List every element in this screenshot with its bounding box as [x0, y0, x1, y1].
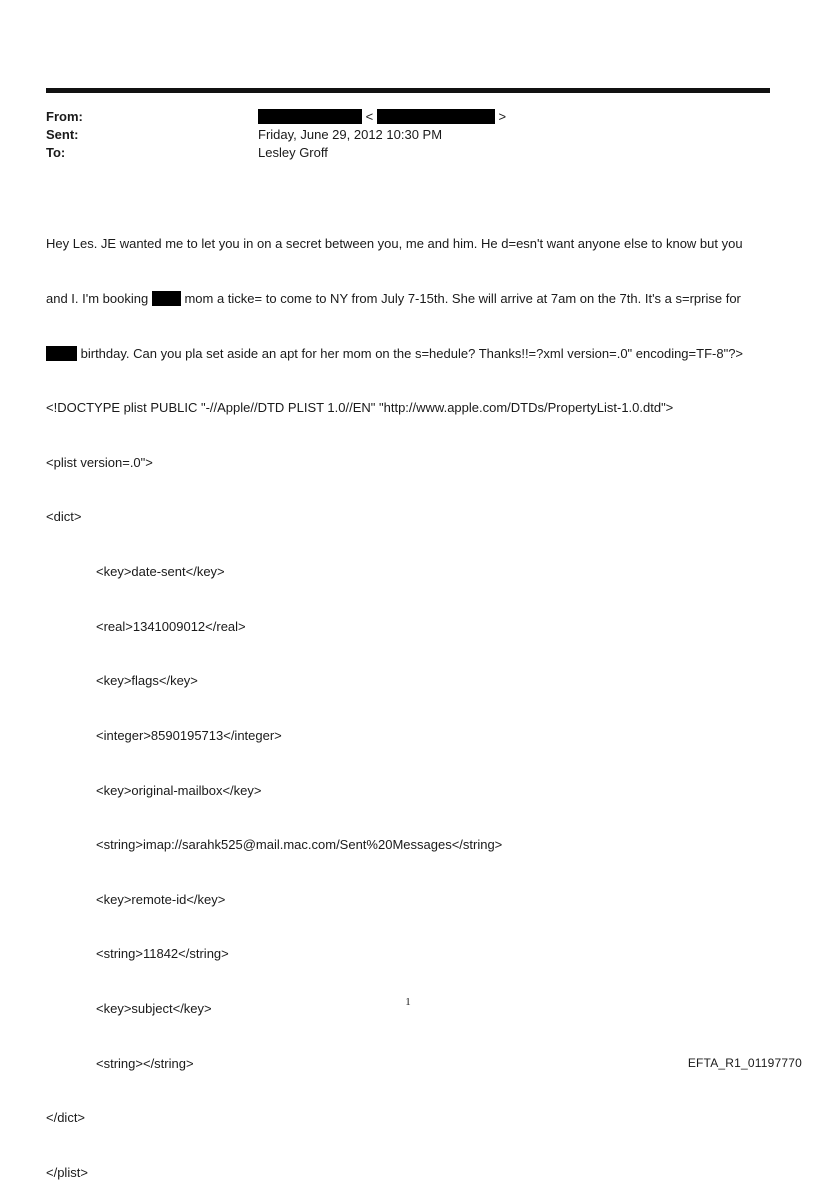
message-body: [46, 199, 776, 1200]
body-line: <!DOCTYPE plist PUBLIC "-//Apple//DTD PLIST 1.0//EN" "http://www.apple.com/DTDs/PropertyList-1.0.dtd">: [46, 400, 674, 416]
body-line: </plist>: [46, 1164, 88, 1180]
body-line: birthday. Can you pla set aside an apt for her mom on the s=hedule? Thanks!!=?xml version=.0" encoding=TF-8"?>: [46, 345, 776, 363]
dict-line: <string>11842</string>: [96, 946, 229, 962]
redaction-box: [377, 109, 495, 124]
document-id-footer: EFTA_R1_01197770: [687, 1056, 802, 1070]
sent-label: Sent:: [46, 127, 79, 142]
to-value: Lesley Groff: [258, 145, 328, 160]
dict-line: <real>1341009012</real>: [96, 618, 246, 634]
redaction-box: [152, 291, 181, 306]
from-label: From:: [46, 109, 83, 124]
dict-line: <string></string>: [96, 1055, 194, 1071]
dict-line: <key>subject</key>: [96, 1000, 212, 1016]
dict-line: <integer>8590195713</integer>: [96, 727, 282, 743]
page-number: 1: [405, 996, 411, 1008]
body-line: and I. I'm booking mom a ticke= to come to NY from July 7-15th. She will arrive at 7am on the 7th. It's a s=rprise for: [46, 291, 741, 307]
dict-line: <key>flags</key>: [96, 673, 198, 689]
body-line: <plist version=.0">: [46, 454, 153, 470]
dict-line: <key>date-sent</key>: [96, 564, 225, 580]
from-close-bracket: >: [498, 109, 507, 124]
body-line: </dict>: [46, 1110, 86, 1126]
body-line: Hey Les. JE wanted me to let you in on a secret between you, me and him. He d=esn't want anyone else to know but you: [46, 236, 743, 252]
body-line: <dict>: [46, 509, 82, 525]
to-label: To:: [46, 145, 66, 160]
dict-line: <key>remote-id</key>: [96, 891, 226, 907]
dict-line: <string>imap://sarahk525@mail.mac.com/Sent%20Messages</string>: [96, 837, 503, 853]
from-value: [258, 108, 506, 126]
redaction-box: [46, 346, 77, 361]
redaction-box: [258, 109, 362, 124]
sent-value: Friday, June 29, 2012 10:30 PM: [258, 127, 443, 142]
from-open-bracket: <: [365, 109, 374, 124]
dict-line: <key>original-mailbox</key>: [96, 782, 262, 798]
header-rule: [46, 88, 770, 93]
